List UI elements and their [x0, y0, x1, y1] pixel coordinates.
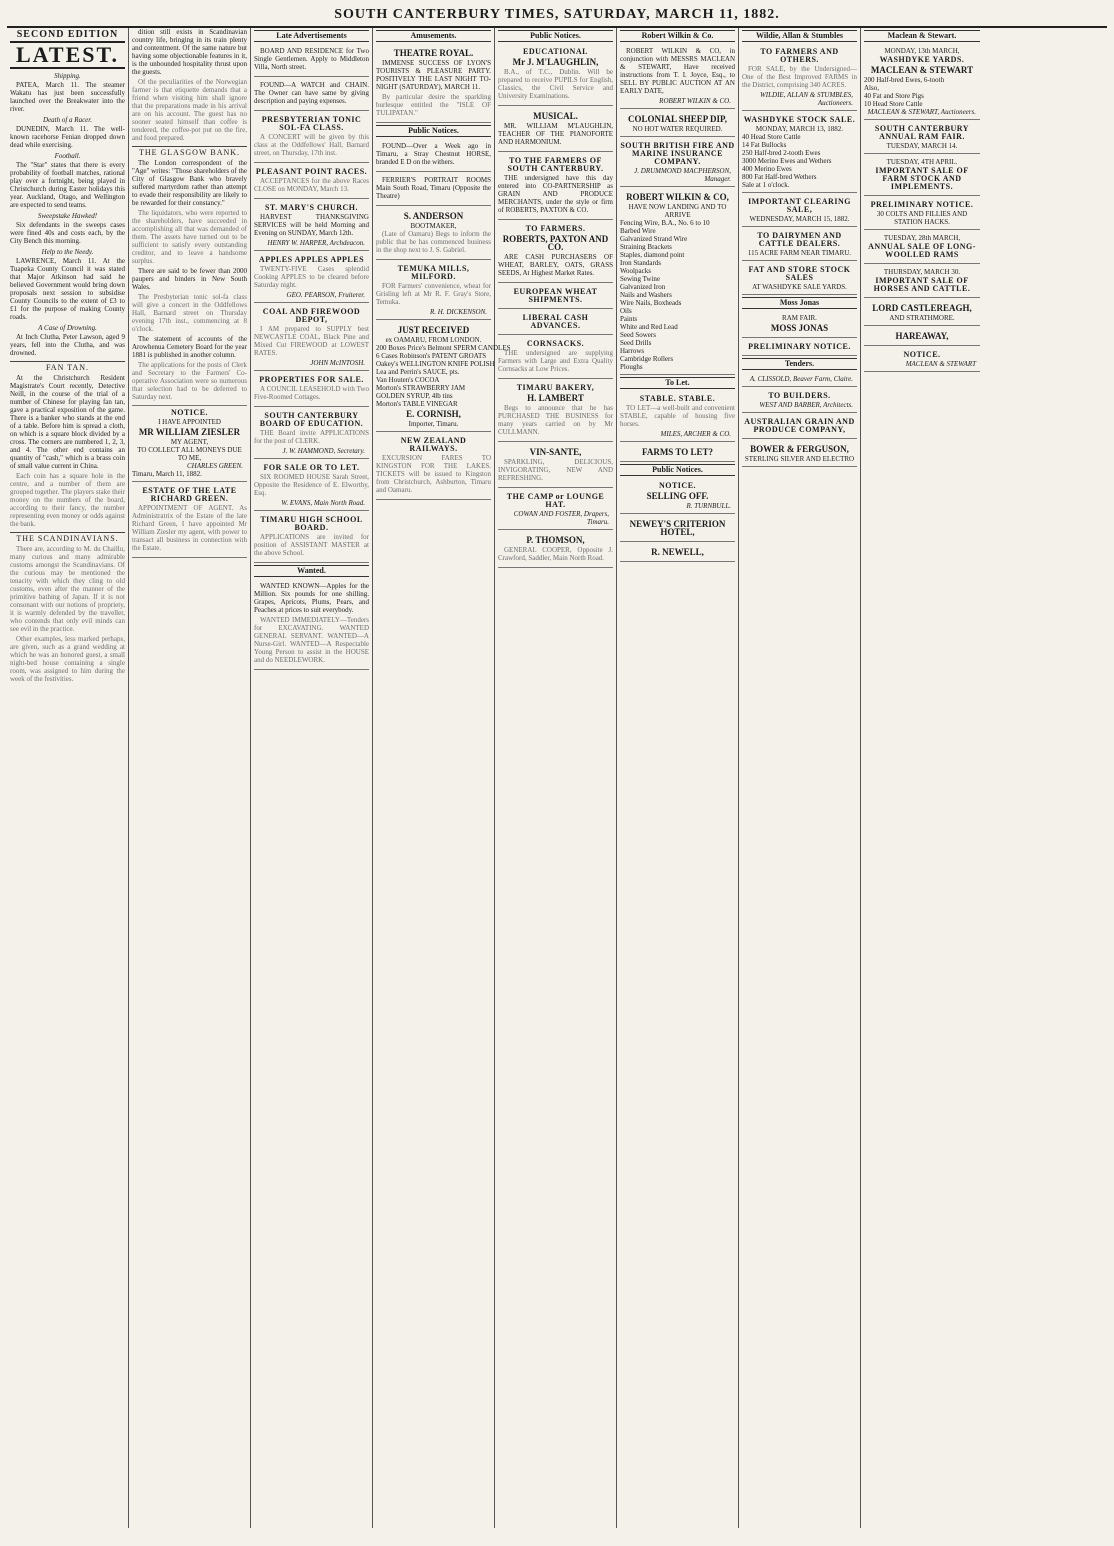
list-item: Van Houten's COCOA [376, 376, 440, 384]
subhead: Help to the Needy. [41, 248, 94, 256]
ad-signature: HENRY W. HARPER, Archdeacon. [267, 239, 365, 247]
ad-title: TEMUKA MILLS, MILFORD. [397, 264, 470, 281]
ad-name: ROBERTS, PAXTON AND CO. [502, 234, 609, 252]
section-heading: THE GLASGOW BANK. [132, 146, 247, 157]
ad-date: Timaru, March 11, 1882. [132, 470, 202, 478]
article-paragraph: At Inch Clutha, Peter Lawson, aged 9 years, fell into the Clutha, and was drowned. [10, 333, 125, 357]
ad-text: HARVEST THANKSGIVING SERVICES will be held Morning and Evening on SUNDAY, March 12th. [254, 213, 369, 237]
subhead: Shipping. [54, 72, 81, 80]
ad [254, 253, 369, 303]
ad-title: LIBERAL CASH ADVANCES. [522, 313, 589, 330]
ad-title: SOUTH BRITISH FIRE AND MARINE INSURANCE COMPANY. [620, 141, 735, 166]
ad-signature: ROBERT WILKIN & CO. [659, 97, 731, 105]
ad [864, 300, 980, 326]
ad-title: TO FARMERS. [525, 224, 586, 233]
ad-title: IMPORTANT SALE OF HORSES AND CATTLE. [873, 276, 971, 293]
list-item: 200 Half-bred Ewes, 6-tooth [864, 76, 945, 84]
ad-title: THE CAMP or LOUNGE HAT. [506, 492, 605, 509]
edition-label: SECOND EDITION [16, 29, 119, 40]
ad [864, 348, 980, 372]
ad-name: LORD CASTLEREAGH, [872, 303, 972, 313]
ad [498, 490, 613, 530]
ad [376, 208, 491, 260]
ad-line: TUESDAY, 28th MARCH, [883, 234, 961, 242]
article-filler: The Presbyterian tonic sol-fa class will give a concert in the Oddfellows Hall, Barnard street on Thursday evening 17th inst., commencing at 8 o'clock. [132, 293, 247, 333]
list-item: 40 Head Store Cattle [742, 133, 801, 141]
ad-title: NEW ZEALAND RAILWAYS. [400, 436, 467, 453]
ad-line: ex OAMARU, FROM LONDON. [385, 336, 482, 344]
ad-title: ESTATE OF THE LATE RICHARD GREEN. [142, 486, 237, 503]
ad-title: WASHDYKE YARDS. [879, 55, 965, 64]
section-heading: FAN TAN. [10, 361, 125, 372]
ad-filler: B.A., of T.C., Dublin. Will be prepared to receive PUPILS for English, Classics, the Civil Service and University Examinations. [498, 68, 613, 100]
notice-ad [132, 405, 247, 482]
article-filler: Of the peculiarities of the Norwegian farmer is that etiquette demands that a friend when visiting him shall ignore that the preparations made in his arrival are on his account. The guest has no sooner seated himself than coffee is tendered, the coffee-pot put on the fire, and food prepared. [132, 78, 247, 142]
list-item: 800 Fat Half-bred Wethers [742, 173, 817, 181]
list-item: Seed Drills [620, 339, 652, 347]
list-item: Staples, diamond point [620, 251, 685, 259]
column-6 [617, 28, 739, 1528]
ad-title: PLEASANT POINT RACES. [255, 167, 368, 176]
ad-signature: R. TURNBULL. [686, 502, 731, 510]
ad-title: PRELIMINARY NOTICE. [748, 342, 851, 351]
ad [864, 45, 980, 120]
stock-list [742, 133, 857, 189]
list-item: 6 Cases Robinson's PATENT GROATS [376, 352, 487, 360]
ad [498, 381, 613, 442]
ad [498, 444, 613, 488]
column-8 [861, 28, 983, 1528]
ad-title: SOUTH CANTERBURY BOARD OF EDUCATION. [259, 411, 364, 428]
column-heading: Tenders. [742, 358, 857, 370]
ad [864, 328, 980, 346]
article-paragraph: There are said to be fewer than 2000 paupers and binders in New South Wales. [132, 267, 247, 291]
article-paragraph: dition still exists in Scandinavian country life, bringing in its train plenty and contentment. Of the same nature but having some objectionable features in it, is the unbounded hospitality thrust upon the guests. [132, 28, 247, 76]
ad-text: IMMENSE SUCCESS OF LYON'S TOURISTS & PLEASURE PARTY. POSITIVELY THE LAST NIGHT TO-NIGHT (SATURDAY), MARCH 11. [376, 59, 491, 91]
ad-filler: THE Board invite APPLICATIONS for the post of CLERK. [254, 429, 369, 445]
ad-filler: APPOINTMENT OF AGENT. As Administratrix of the Estate of the late Richard Green, I have appointed Mr William Ziesler my agent, with power to transact all business in connection with the Estate. [132, 504, 247, 552]
column-heading: Amusements. [376, 30, 491, 42]
ad [742, 113, 857, 193]
ad [742, 195, 857, 227]
column-heading: Public Notices. [376, 125, 491, 137]
ad [254, 201, 369, 251]
column-heading: To Let. [620, 377, 735, 389]
list-item: Sale at 1 o'clock. [742, 181, 790, 189]
ad [742, 312, 857, 338]
ad-title: WASHDYKE STOCK SALE. [743, 115, 856, 124]
ad [620, 444, 735, 462]
column-heading: Public Notices. [620, 464, 735, 476]
ad-filler: SPARKLING, DELICIOUS, INVIGORATING, NEW AND REFRESHING. [498, 458, 613, 482]
ad-title: NOTICE. [903, 350, 941, 359]
ad-line: TUESDAY, MARCH 14. [886, 142, 958, 150]
ad [864, 266, 980, 298]
ad [376, 262, 491, 320]
column-1 [7, 28, 129, 1528]
ad [742, 415, 857, 439]
ad-line: MY AGENT, [170, 438, 209, 446]
ad-signature: WEST AND BARBER, Architects. [759, 401, 853, 409]
ad-name: FARMS TO LET? [641, 447, 713, 457]
ad-text: BOARD AND RESIDENCE for Two Single Gentlemen. Apply to Middleton Villa, North street. [254, 47, 369, 71]
column-2 [129, 28, 251, 1528]
ad-filler: TO LET—a well-built and convenient STABLE, capable of housing five horses. [620, 404, 735, 428]
ad [864, 232, 980, 264]
ad-title: TO DAIRYMEN AND CATTLE DEALERS. [757, 231, 842, 248]
ad-text: FOUND—A WATCH and CHAIN. The Owner can have same by giving description and paying expenses. [254, 81, 369, 105]
ad-title: COAL AND FIREWOOD DEPOT, [262, 307, 361, 324]
goods-list [376, 344, 511, 408]
ad-signature: J. DRUMMOND MACPHERSON, Manager. [634, 167, 731, 183]
ad-name: S. ANDERSON [403, 211, 464, 221]
ad [376, 174, 491, 206]
ad-title: STABLE. STABLE. [639, 394, 716, 403]
column-5 [495, 28, 617, 1528]
ad [254, 113, 369, 163]
ad [620, 479, 735, 514]
column-heading: Late Advertisements [254, 30, 369, 42]
ad-name: MR WILLIAM ZIESLER [138, 427, 241, 437]
ad-title: FAT AND STORE STOCK SALES [748, 265, 851, 282]
ad [254, 45, 369, 77]
ad [498, 285, 613, 309]
ad-signature: GEO. PEARSON, Fruiterer. [286, 291, 365, 299]
list-item: 250 Half-bred 2-tooth Ewes [742, 149, 821, 157]
column-heading: Maclean & Stewart. [864, 30, 980, 42]
article-paragraph: The London correspondent of the "Age" writes: "Those shareholders of the City of Glasgow Bank who bravely suffered martyrdom rather than attempt to evade their responsibility are likely to be rewarded for their constancy." [132, 159, 247, 207]
ad-filler: EXCURSION FARES TO KINGSTON FOR THE LAKES. TICKETS will be issued to Kingston from Christchurch, Ashburton, Timaru and Oamaru. [376, 454, 491, 494]
list-item: Ploughs [620, 363, 643, 371]
column-heading: Public Notices. [498, 30, 613, 42]
ad [742, 441, 857, 467]
ad-signature: W. EVANS, Main North Road. [281, 499, 365, 507]
ad-text: WANTED KNOWN—Apples for the Million. Six pounds for one shilling. Grapes, Apricots, Plums, Pears, and Peaches at prices to suit everybody. [254, 582, 369, 614]
ad-filler: ACCEPTANCES for the above Races CLOSE on MONDAY, March 13. [254, 177, 369, 193]
ad-text: ARE CASH PURCHASERS OF WHEAT, BARLEY, OATS, GRASS SEEDS, At Highest Market Rates. [498, 253, 613, 277]
ad-signature: J. W. HAMMOND, Secretary. [282, 447, 365, 455]
ad-title: EUROPEAN WHEAT SHIPMENTS. [513, 287, 598, 304]
ad-name: E. CORNISH, [406, 409, 461, 419]
list-item: Oils [620, 307, 632, 315]
ad-name: MUSICAL. [533, 111, 578, 121]
ad-name: MACLEAN & STEWART [870, 65, 974, 75]
ad-line: Importer, Timaru. [408, 420, 459, 428]
ad-name: JUST RECEIVED [397, 325, 470, 335]
ad-title: TIMARU HIGH SCHOOL BOARD. [260, 515, 363, 532]
ad-line: BOOTMAKER, [410, 222, 457, 230]
ad [742, 263, 857, 295]
ad-title: IMPORTANT CLEARING SALE, [748, 197, 851, 214]
article-paragraph: At the Christchurch Resident Magistrate's Court recently, Detective Neill, in the course of the trial of a number of Chinese for playing fan tan, gave a practical exposition of the game. There is a banker who stands at the end of a table. Before him is spread a cloth, on which is a square block divided by a cross. The corners are numbered 1, 2, 3, and 4. The other end contains an quantity of "cash," which is a brass coin of small value current in China. [10, 374, 125, 470]
ad-title: EDUCATIONAL [523, 47, 588, 56]
ad [498, 45, 613, 106]
ad [864, 156, 980, 196]
article-paragraph: DUNEDIN, March 11. The well-known racehorse Fenian dropped down dead while exercising. [10, 125, 125, 149]
ad [254, 373, 369, 407]
ad-filler: THE undersigned are supplying Farmers with Large and Extra Quality Cornsacks at Low Prices. [498, 349, 613, 373]
ad-name: HAREAWAY, [895, 331, 949, 341]
ad-line: AND STRATHMORE. [889, 314, 955, 322]
list-item: Oakey's WELLINGTON KNIFE POLISH [376, 360, 495, 368]
ad-line: TUESDAY, 4TH APRIL. [886, 158, 958, 166]
list-item: Woolpacks [620, 267, 651, 275]
column-heading: Wildie, Allan & Stumbles [742, 30, 857, 42]
ad-line: NO HOT WATER REQUIRED. [632, 125, 723, 133]
ad-filler: GENERAL COOPER, Opposite J. Crawford, Saddler, Main North Road. [498, 546, 613, 562]
ad [254, 580, 369, 670]
ad-name: ROBERT WILKIN & CO, [626, 192, 729, 202]
ad [498, 222, 613, 283]
ad [742, 340, 857, 356]
ad-title: APPLES APPLES APPLES [258, 255, 365, 264]
ad-name: H. LAMBERT [527, 393, 584, 403]
ad [620, 516, 735, 542]
ad-line: HAVE NOW LANDING AND TO ARRIVE [628, 203, 727, 219]
ad-signature: R. H. DICKENSON. [430, 308, 487, 316]
ad [376, 45, 491, 123]
list-item: Harrows [620, 347, 645, 355]
ad-line: WEDNESDAY, MARCH 15, 1882. [749, 215, 850, 223]
subhead: Sweepstake Hawked! [37, 212, 98, 220]
ad-signature: COWAN AND FOSTER, Drapers, Timaru. [513, 510, 609, 526]
ad-title: TO FARMERS AND OTHERS. [760, 47, 839, 64]
ad-signature: CHARLES GREEN. [187, 462, 243, 470]
ad-filler: By particular desire the sparkling burlesque entitled the "ISLE OF TULIPATAN." [376, 93, 491, 117]
ad [742, 373, 857, 387]
ad-title: NOTICE. [170, 408, 209, 417]
ad-text: FERRIER'S PORTRAIT ROOMS Main South Road, Timaru (Opposite the Theatre) [376, 176, 491, 200]
list-item: Galvanized Strand Wire [620, 235, 688, 243]
ad [254, 305, 369, 371]
ad-signature: WILDIE, ALLAN & STUMBLES, Auctioneers. [759, 91, 853, 107]
ad-filler: I AM prepared to SUPPLY best NEWCASTLE COAL, Black Pine and Mixed Cut FIREWOOD at LOWEST RATES. [254, 325, 369, 357]
column-heading: Robert Wilkin & Co. [620, 30, 735, 42]
article-paragraph: Six defendants in the sweeps cases were fined 40s and costs each, by the City Bench this morning. [10, 221, 125, 245]
ad-title: PRESBYTERIAN TONIC SOL-FA CLASS. [261, 115, 362, 132]
list-item: Fencing Wire, B.A., No. 6 to 10 [620, 219, 710, 227]
ad [620, 111, 735, 137]
ad [376, 140, 491, 172]
ad-title: TIMARU BAKERY, [516, 383, 595, 392]
ad-name: P. THOMSON, [526, 535, 585, 545]
list-item: Sewing Twine [620, 275, 661, 283]
ad-title: TO BUILDERS. [768, 391, 831, 400]
ad-line: STERLING SILVER AND ELECTRO [744, 455, 855, 463]
list-item: Morton's STRAWBERRY JAM [376, 384, 466, 392]
article-filler: There are, according to M. du Chaillu, many curious and many admirable customs amongst the Scandinavians. Of the curious may be mentioned the tenacity with which they cling to old customs, even after the manner of the primitive bathing of Japan. If it is not consonant with our notions of propriety, it is warmly defended by the traveller, who contends that only evil minds can see evil in the practice. [10, 545, 125, 633]
ad [254, 165, 369, 199]
ad-line: MONDAY, 13th MARCH, [884, 47, 960, 55]
ad-title: ST. MARY'S CHURCH. [264, 203, 359, 212]
ad-name: SELLING OFF. [646, 491, 709, 501]
list-item: Morton's TABLE VINEGAR [376, 400, 458, 408]
column-heading: Wanted. [254, 565, 369, 577]
ad-line: RAM FAIR. [782, 314, 817, 322]
ad-line: MONDAY, MARCH 13, 1882. [755, 125, 844, 133]
ad-filler: WANTED IMMEDIATELY—Tenders for EXCAVATING. WANTED GENERAL SERVANT. WANTED—A Nurse-Girl. WANTED—A Respectable Young Person to assist in the HOUSE and do NEEDLEWORK. [254, 616, 369, 664]
columns [7, 28, 1107, 1528]
ad-filler: (Late of Oamaru) Begs to inform the public that he has commenced business in the shop next to J. S. Gabriel. [376, 230, 491, 254]
article-paragraph: The "Star" states that there is every probability of football matches, rational play over a fortnight, being played in Christchurch during Easter holidays this year. Auckland, Otago, and Wellington are expected to send teams. [10, 161, 125, 209]
ad [254, 513, 369, 563]
ad [620, 189, 735, 375]
ad [498, 532, 613, 568]
ad-filler: FOR SALE, by the Undersigned—One of the Best Improved FARMS in the District, comprising 340 ACRES. [742, 65, 857, 89]
ad-title: SOUTH CANTERBURY ANNUAL RAM FAIR. [874, 124, 970, 141]
subhead: Football. [54, 152, 81, 160]
section-heading: THE SCANDINAVIANS. [10, 532, 125, 543]
list-item: Seed Sowers [620, 331, 656, 339]
list-item: Straining Brackets [620, 243, 672, 251]
ad-signature: JOHN McINTOSH. [310, 359, 365, 367]
ad-title: PROPERTIES FOR SALE. [259, 375, 364, 384]
list-item: Galvanized Iron [620, 283, 666, 291]
ad [620, 139, 735, 187]
ad-signature: MACLEAN & STEWART, Auctioneers. [867, 108, 976, 116]
ad-text: ROBERT WILKIN & CO, in conjunction with MESSRS MACLEAN & STEWART, Have received instructions from T. I. Joyce, Esq., to SELL BY PUBLIC AUCTION AT AN EARLY DATE, [620, 47, 735, 95]
ad-name: R. NEWELL, [651, 547, 704, 557]
ad-name: MOSS JONAS [770, 323, 829, 333]
list-item: 14 Fat Bullocks [742, 141, 787, 149]
ad-title: PRELIMINARY NOTICE. [870, 200, 974, 209]
list-item: Barbed Wire [620, 227, 656, 235]
list-item: Iron Standards [620, 259, 662, 267]
list-item: 10 Head Store Cattle [864, 100, 923, 108]
ad [254, 409, 369, 459]
newspaper-page [7, 5, 1107, 1535]
ad [498, 311, 613, 335]
ad-name: VIN-SANTE, [529, 447, 582, 457]
ad-title: CORNSACKS. [526, 339, 585, 348]
ad-text: FOUND—Over a Week ago in Timaru, a Stray Chestnut HORSE, branded E D on the withers. [376, 142, 491, 166]
ad-title: NOTICE. [658, 481, 697, 490]
ad-title: ANNUAL SALE OF LONG-WOOLLED RAMS [868, 242, 976, 259]
ad [620, 544, 735, 562]
column-3 [251, 28, 373, 1528]
ad [498, 337, 613, 379]
ad [498, 108, 613, 152]
ad-line: THURSDAY, MARCH 30. [883, 268, 961, 276]
goods-list [620, 219, 735, 371]
list-item: 3000 Merino Ewes and Wethers [742, 157, 832, 165]
subhead: A Case of Drowning. [38, 324, 97, 332]
ad-filler: FOR Farmers' convenience, wheat for Grisling left at Mr R. F. Gray's Store, Temuka. [376, 282, 491, 306]
ad-filler: APPLICATIONS are invited for position of ASSISTANT MASTER at the above School. [254, 533, 369, 557]
ad-name: Mr J. M'LAUGHLIN, [512, 57, 599, 67]
ad-signature: MILES, ARCHER & CO. [660, 430, 731, 438]
article-filler: Other examples, less marked perhaps, are given, such as a grand wedding at which he was an honored guest, a small night-bed house containing a single room, was assigned to him during the week of the festivities. [10, 635, 125, 683]
ad [620, 392, 735, 442]
ad [864, 122, 980, 154]
ad [376, 434, 491, 500]
list-item: 200 Boxes Price's Belmont SPERM CANDLES [376, 344, 511, 352]
article-filler: The applications for the posts of Clerk and Secretary to the Farmers' Co-operative Association were so numerous that selection had to be deferred to Saturday next. [132, 361, 247, 401]
ad-line: TO COLLECT ALL MONEYS DUE TO ME, [137, 446, 242, 462]
ad-line: 115 ACRE FARM NEAR TIMARU. [747, 249, 852, 257]
ad [742, 389, 857, 413]
article-filler: Each coin has a square hole in the centre, and a number of them are grouped together. The players stake their money on the numbers of the board, according to their fancy, the number representing even money or odds against the bank. [10, 472, 125, 528]
ad-name: COLONIAL SHEEP DIP, [628, 114, 727, 124]
ad-title: IMPORTANT SALE OF FARM STOCK AND IMPLEMENTS. [875, 166, 969, 191]
estate-ad [132, 484, 247, 558]
article-paragraph: The statement of accounts of the Arowhenua Cemetery Board for the year 1881 is published in another column. [132, 335, 247, 359]
list-item: White and Red Lead [620, 323, 678, 331]
list-item: Also, [864, 84, 879, 92]
ad-title: AUSTRALIAN GRAIN AND PRODUCE COMPANY, [744, 417, 855, 434]
ad-name: THEATRE ROYAL. [393, 48, 474, 58]
ad-filler: SIX ROOMED HOUSE Sarah Street, Opposite the Residence of E. Elworthy, Esq. [254, 473, 369, 497]
ad [742, 45, 857, 111]
ad-signature: MACLEAN & STEWART [905, 360, 976, 368]
ad-text: THE undersigned have this day entered into CO-PARTNERSHIP as GRAIN AND PRODUCE MERCHANTS, under the style or firm of ROBERTS, PAXTON & CO. [498, 174, 613, 214]
ad-line: 30 COLTS AND FILLIES AND STATION HACKS. [876, 210, 968, 226]
masthead: SOUTH CANTERBURY TIMES, SATURDAY, MARCH 11, 1882. [7, 5, 1107, 28]
ad-signature: A. CLISSOLD, Beaver Farm, Claire. [749, 375, 853, 383]
list-item: 40 Fat and Store Pigs [864, 92, 924, 100]
ad [742, 229, 857, 261]
ad-name: BOWER & FERGUSON, [750, 444, 849, 454]
list-item: GOLDEN SYRUP, 4lb tins [376, 392, 453, 400]
ad-text: MR. WILLIAM M'LAUGHLIN, TEACHER OF THE PIANOFORTE AND HARMONIUM. [498, 122, 613, 146]
ad-filler: TWENTY-FIVE Cases splendid Cooking APPLES to be cleared before Saturday night. [254, 265, 369, 289]
list-item: 400 Merino Ewes [742, 165, 792, 173]
ad-title: FOR SALE OR TO LET. [263, 463, 360, 472]
ad [620, 45, 735, 109]
article-filler: The liquidators, who were reported to the shareholders, have succeeded in accomplishing all that was demanded of them. The assets have turned out to be sufficient to satisfy every outstanding creditor, and to leave a handsome surplus. [132, 209, 247, 265]
ad-filler: A CONCERT will be given by this class at the Oddfellows' Hall, Barnard street, on Thursday, 17th inst. [254, 133, 369, 157]
ad-title: TO THE FARMERS OF SOUTH CANTERBURY. [507, 156, 604, 173]
ad [376, 322, 511, 432]
latest-heading: LATEST. [10, 41, 125, 69]
list-item: Lea and Perrin's SAUCE, pts. [376, 368, 460, 376]
ad [254, 461, 369, 511]
ad-line: AT WASHDYKE SALE YARDS. [752, 283, 847, 291]
list-item: Cambridge Rollers [620, 355, 674, 363]
ad-line: I HAVE APPOINTED [158, 418, 221, 426]
column-4 [373, 28, 511, 1528]
column-7 [739, 28, 861, 1528]
ad [864, 198, 980, 230]
list-item: Wire Nails, Boxheads [620, 299, 682, 307]
ad-filler: A COUNCIL LEASEHOLD with Two Five-Roomed Cottages. [254, 385, 369, 401]
subhead: Death of a Racer. [43, 116, 92, 124]
list-item: Nails and Washers [620, 291, 672, 299]
column-heading: Moss Jonas [742, 297, 857, 309]
article-paragraph: LAWRENCE, March 11. At the Tuapeka County Council it was stated that Major Atkinson had said he believed Government would bring down proposals next session to subsidise County Councils to the extent of £3 to £1 for the purpose of making County roads. [10, 257, 125, 321]
ad [254, 79, 369, 111]
stock-list [864, 76, 980, 108]
ad-filler: Begs to announce that he has PURCHASED THE BUSINESS for many years carried on by Mr CULLMANN. [498, 404, 613, 436]
article-paragraph: PATEA, March 11. The steamer Wakatu has just been successfully launched over the Breakwater into the river. [10, 81, 125, 113]
ad [498, 154, 613, 220]
ad-name: NEWEY'S CRITERION HOTEL, [629, 519, 726, 537]
list-item: Paints [620, 315, 638, 323]
